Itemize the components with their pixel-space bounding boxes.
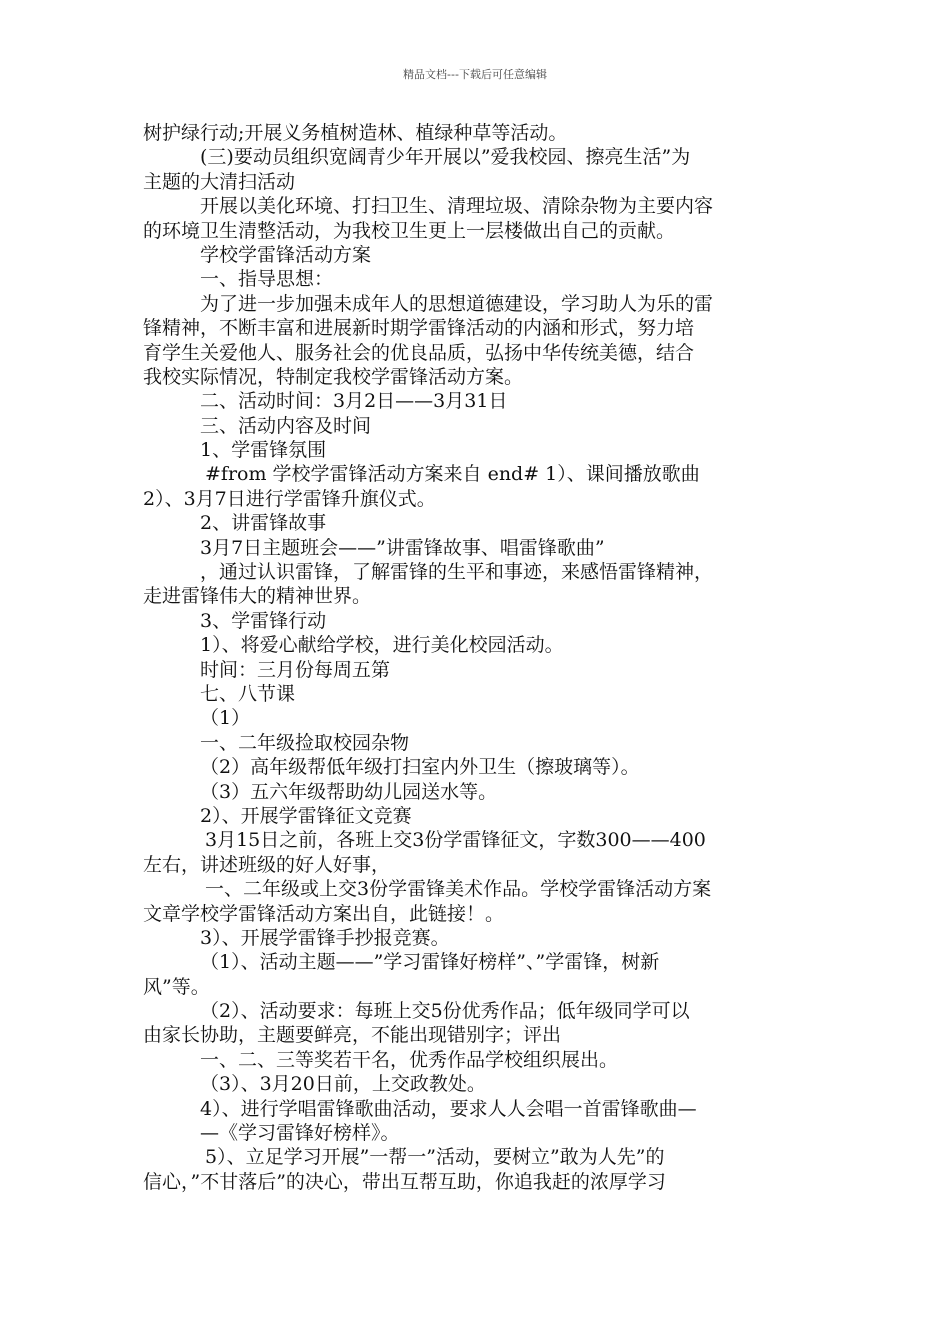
text-line: 3月7日主题班会——”讲雷锋故事、唱雷锋歌曲” xyxy=(200,536,605,559)
text-line: 信心，”不甘落后”的决心，带出互帮互助，你追我赶的浓厚学习 xyxy=(143,1170,666,1193)
text-line: 文章学校学雷锋活动方案出自，此链接！。 xyxy=(143,902,505,925)
text-line: #from 学校学雷锋活动方案来自 end# 1）、课间播放歌曲 xyxy=(205,463,700,486)
text-line: 5）、立足学习开展”一帮一”活动，要树立”敢为人先”的 xyxy=(205,1146,665,1169)
subsection-heading: 1、学雷锋氛围 xyxy=(200,439,327,462)
text-line: 由家长协助，主题要鲜亮，不能出现错别字；评出 xyxy=(143,1024,562,1047)
document-body xyxy=(143,121,808,1194)
text-line: 1）、将爱心献给学校，进行美化校园活动。 xyxy=(200,634,564,657)
text-line: （1）、活动主题——”学习雷锋好榜样”、”学雷锋，树新 xyxy=(200,951,660,974)
text-line: 的环境卫生清整活动，为我校卫生更上一层楼做出自己的贡献。 xyxy=(143,219,676,242)
section-heading: 三、活动内容及时间 xyxy=(200,414,372,437)
text-line: 3月15日之前，各班上交3份学雷锋征文，字数300——400 xyxy=(205,829,706,852)
text-line: 一、二年级捡取校园杂物 xyxy=(200,731,410,754)
text-line: 树护绿行动;开展义务植树造林、植绿种草等活动。 xyxy=(143,122,568,144)
text-line: 主题的大清扫活动 xyxy=(143,170,296,193)
text-line: 锋精神，不断丰富和进展新时期学雷锋活动的内涵和形式，努力培 xyxy=(143,317,695,340)
text-line: 4）、进行学唱雷锋歌曲活动，要求人人会唱一首雷锋歌曲— xyxy=(200,1097,697,1120)
text-line: —《学习雷锋好榜样》。 xyxy=(200,1122,400,1145)
text-line: （2）高年级帮低年级打扫室内外卫生（擦玻璃等）。 xyxy=(200,756,640,779)
subsection-heading: 2、讲雷锋故事 xyxy=(200,512,327,535)
text-line: （3）、3月20日前，上交政教处。 xyxy=(200,1073,486,1096)
text-line: 2）、开展学雷锋征文竞赛 xyxy=(200,804,412,827)
page-header: 精品文档---下载后可任意编辑 xyxy=(403,68,547,81)
text-line: （1） xyxy=(200,707,251,730)
text-line: （2）、活动要求：每班上交5份优秀作品；低年级同学可以 xyxy=(200,1000,690,1023)
text-line: （3）五六年级帮助幼儿园送水等。 xyxy=(200,780,498,803)
text-line: (三)要动员组织宽阔青少年开展以”爱我校园、擦亮生活”为 xyxy=(200,146,691,169)
text-line: ，通过认识雷锋，了解雷锋的生平和事迹，来感悟雷锋精神， xyxy=(200,561,714,584)
text-line: 3）、开展学雷锋手抄报竞赛。 xyxy=(200,926,450,949)
text-line: 时间：三月份每周五第 xyxy=(200,658,391,681)
text-line: 开展以美化环境、打扫卫生、清理垃圾、清除杂物为主要内容 xyxy=(200,195,714,218)
text-line: 育学生关爱他人、服务社会的优良品质，弘扬中华传统美德，结合 xyxy=(143,341,695,364)
text-line: 2）、3月7日进行学雷锋升旗仪式。 xyxy=(143,487,436,510)
text-line: 七、八节课 xyxy=(200,682,296,705)
text-line: 走进雷锋伟大的精神世界。 xyxy=(143,585,372,608)
subsection-heading: 3、学雷锋行动 xyxy=(200,609,327,632)
section-heading: 一、指导思想： xyxy=(200,268,334,291)
section-heading: 二、活动时间：3月2日——3月31日 xyxy=(200,390,508,413)
text-line: 一、二、三等奖若干名，优秀作品学校组织展出。 xyxy=(200,1048,619,1071)
text-line: 为了进一步加强未成年人的思想道德建设，学习助人为乐的雷 xyxy=(200,292,714,315)
text-line: 一、二年级或上交3份学雷锋美术作品。学校学雷锋活动方案 xyxy=(205,878,712,901)
section-title: 学校学雷锋活动方案 xyxy=(200,243,372,266)
text-line: 我校实际情况，特制定我校学雷锋活动方案。 xyxy=(143,365,524,388)
text-line: 左右，讲述班级的好人好事， xyxy=(143,853,391,876)
text-line: 风”等。 xyxy=(143,975,210,998)
